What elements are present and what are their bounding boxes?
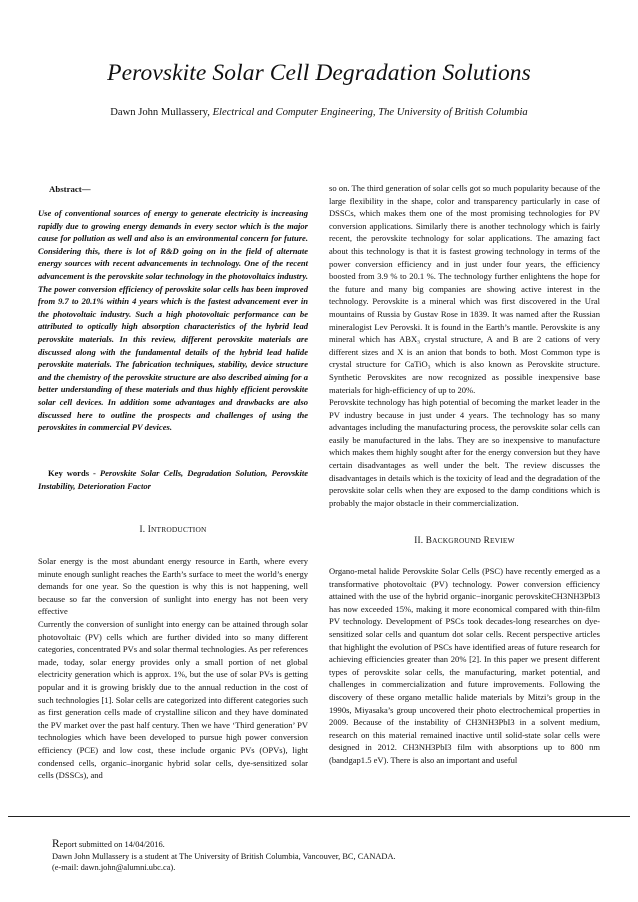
section-heading-introduction-prefix: I. I xyxy=(139,524,151,534)
footnote-line-email: (e-mail: dawn.john@alumni.ubc.ca). xyxy=(52,863,176,873)
footnote-submitted-text: eport submitted on 14/04/2016. xyxy=(59,840,165,849)
section-heading-background-rest: ACKGROUND xyxy=(432,536,482,545)
footnote-divider xyxy=(8,816,630,817)
author-name: Dawn John Mullassery, xyxy=(110,107,210,118)
background-review-body xyxy=(329,565,600,767)
right-column-body xyxy=(329,182,600,509)
body-paragraph: so on. The third generation of solar cells got so much popularity because of the large flexibility in the shape, color and transparency particularly in case of DSSCs, which makes them one of the most promising technologies for PV conversion applications. Similarly there is another technology which is fairly recent, the perovskite technology for solar applications. The amazing fact about this technology is that it is fastest growing technology in terms of the power conversion efficiency and in just under four years, the efficiency boosted from 3.9 % to 20.1 %. The technology further enlightens the hope for the future and many big companies are showing active interest in the technology. Perovskite is a mineral which was first discovered in the Ural mountains of Russia by Gustav Rose in 1839. It was named after the Russian mineralogist Lev Perovski. It is found in the Earth’s mantle. Perovskite is any mineral which has ABX₃ crystal structure, A and B are 2 cations of very different sizes and X is an anion that bonds to both. Most Common type is crystal structure for CaTiO₃ which is also known as Perovskite structure. Synthetic Perovskites are now recognized as possible inexpensive base materials for high-efficiency of up to 20%. xyxy=(329,183,600,395)
keywords-paragraph xyxy=(38,467,308,492)
section-heading-introduction-rest: NTRODUCTION xyxy=(150,525,207,534)
abstract-text xyxy=(38,207,308,434)
body-paragraph: Perovskite technology has high potential of becoming the market leader in the PV industry because in just under 4 years. The technology has so many advantages including the manufacturing process, the perovskite solar cells can easily be manufactured in the labs. They are so inexpensive to manufacture which makes them highly sought after for the energy conversion but they have certain disadvantages as well under the belt. The review discusses the disadvantages in details which is the toxicity of lead and the degradation of the perovskite solar cells when they are exposed to the damp conditions which is probably the major obstacle in their commercialization. xyxy=(329,397,600,508)
section-heading-review-rest: EVIEW xyxy=(489,536,515,545)
keywords xyxy=(38,467,308,492)
footnote-line-author: Dawn John Mullassery is a student at The University of British Columbia, Vancouver, BC, CANADA. xyxy=(52,851,396,861)
footnote xyxy=(52,839,396,874)
abstract-paragraph: Use of conventional sources of energy to generate electricity is increasing rapidly due to growing energy demands in every sector which is the major cause for pollution as well and also is an environmental concern for future. Considering this, there is lot of R&D going on in the field of alternate energy sources with recent advancements in technology. One of the recent advancement is the perovskite solar technology in the photovoltaics industry. The power conversion efficiency of perovskite solar cells has been improved from 9.7 to 20.1% within 4 years which is the fastest advancement ever in the photovoltaic industry. Such a high photovoltaic performance can be attributed to optically high absorption characteristics of the hybrid lead perovskite materials. In this review, different perovskite materials are discussed along with the fundamental details of the hybrid lead halide perovskite materials. The fabrication techniques, stability, device structure and the chemistry of the perovskite structure are also described aiming for a better understanding of these materials and thus highly efficient perovskite solar cell devices. In addition some advantages and drawbacks are also discussed here to outline the prospects and challenges of using the perovskites in commercial PV devices. xyxy=(38,208,308,433)
footnote-line-submitted xyxy=(52,839,396,851)
section-heading-background-review xyxy=(329,535,600,545)
paper-title: Perovskite Solar Cell Degradation Solutions xyxy=(107,60,531,86)
abstract-label: Abstract— xyxy=(49,184,91,194)
introduction-body xyxy=(38,555,308,782)
section-heading-background-prefix: II. B xyxy=(414,535,433,545)
author-affiliation: Electrical and Computer Engineering, The University of British Columbia xyxy=(212,107,528,118)
introduction-paragraph: Solar energy is the most abundant energy resource in Earth, where every minute enough sunlight reaches the Earth’s surface to meet the world’s energy demands for one year. So the question is why this is not happening, well because so far the conversion of sunlight into energy has not been very effective xyxy=(38,556,308,617)
section-heading-review-cap: R xyxy=(481,535,490,545)
author-byline xyxy=(0,107,638,118)
section-heading-introduction xyxy=(38,524,308,534)
footnote-dropcap: R xyxy=(52,838,60,850)
background-paragraph: Organo-metal halide Perovskite Solar Cells (PSC) have recently emerged as a transformative photovoltaic (PV) technology. Power conversion efficiency attained with the use of the hybrid organic−inorganic perovskiteCH3NH3PbI3 has now exceeded 15%, making it more economical compared with thin-film PV technology. Development of PSCs took decades-long researches on dye-sensitized solar cells and quantum dot solar cells. Recent perspective articles that highlight the evolution of PSCs have identified areas of future research for achieving efficiencies greater than 20% [2]. In this paper we present different types of perovskite solar cells, the manufacturing, market potential, and challenges in commercialization and future improvements. Following the discovery of these organo metallic halide materials by Mitzi’s group in the 1990s, Miyasaka’s group uncovered their photo electrochemical properties in 2009. Because of the instability of CH3NH3PbI3 in a solvent medium, research on this material remained inactive until solid-state solar cells were designed in 2012. CH3NH3PbI3 film with absorptions up to 800 nm (bandgap1.5 eV). There is also an important and useful xyxy=(329,566,600,765)
introduction-paragraph: Currently the conversion of sunlight into energy can be attained through solar photovoltaic (PV) cells which are further divided into so many different categories, concentrated PVs and solar thermal technologies. As per references made, today, solar energy provides only a small portion of net global electricity generation which is approx. 1%, but the use of solar PVs is getting popular and it is growing briskly due to the annual reduction in the cost of such technologies [1]. Solar cells are categorized into different categories such as first generation cells made of crystalline silicon and they have dominated the PV market over the past half century. Then we have ‘Third generation’ PV technologies which have been developed to pursue high power conversion efficiency (PCE) and low cost, these include organic PVs (OPVs), light condensed cells, organic–inorganic hybrid solar cells, dye-sensitized solar cells (DSSCs), and xyxy=(38,618,308,781)
keywords-list: Perovskite Solar Cells, Degradation Solution, Perovskite Instability, Deterioration Factor xyxy=(38,468,309,491)
keywords-label: Key words - xyxy=(48,468,96,478)
